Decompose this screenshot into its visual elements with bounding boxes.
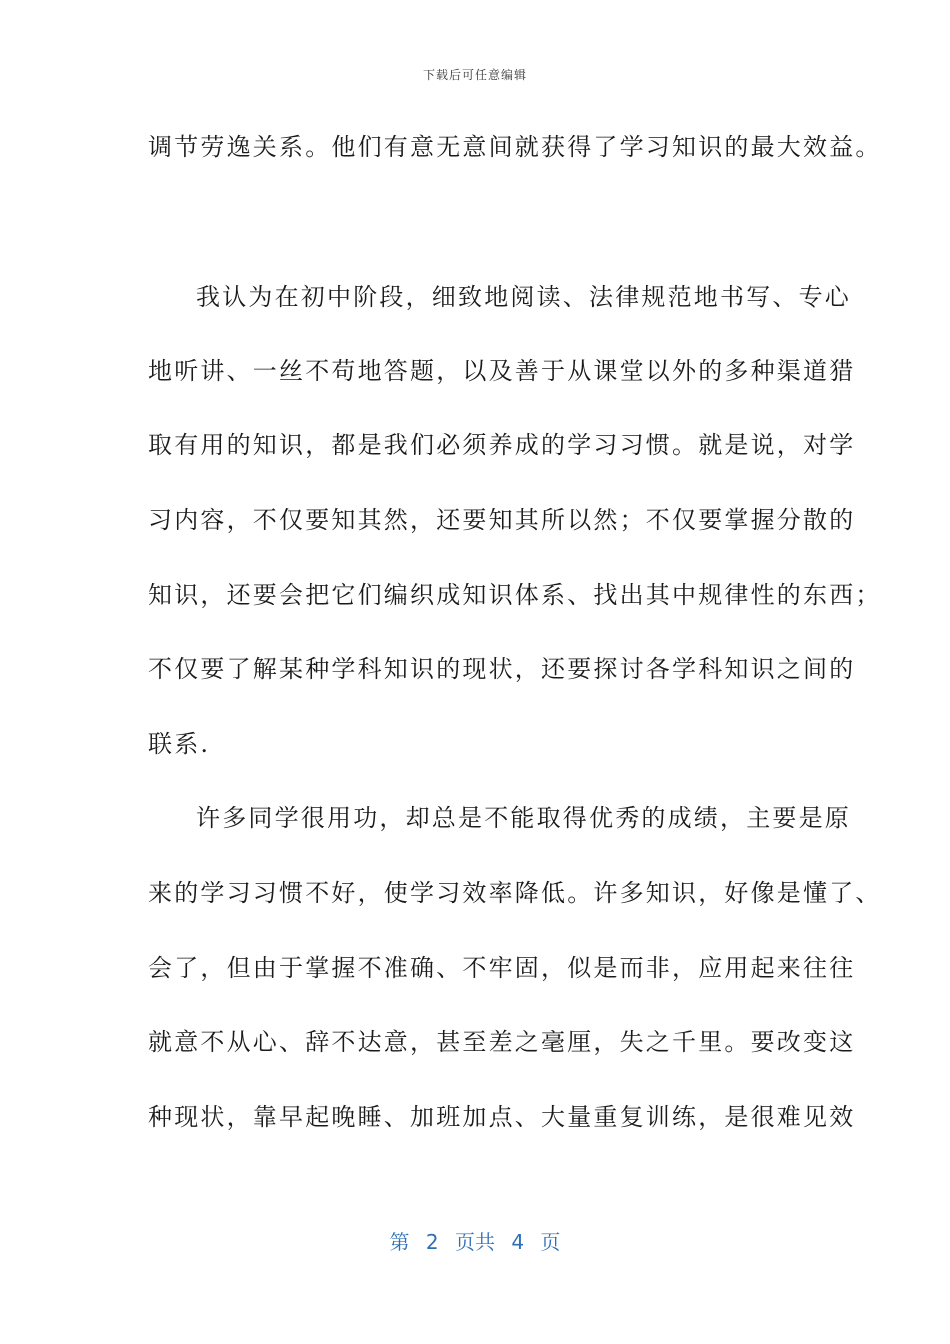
text-line-1: 调节劳逸关系。他们有意无意间就获得了学习知识的最大效益。 <box>148 133 882 161</box>
paragraph-2-line-4: 习内容，不仅要知其然，还要知其所以然；不仅要掌握分散的 <box>148 506 856 534</box>
paragraph-2-line-3: 取有用的知识，都是我们必须养成的学习习惯。就是说，对学 <box>148 431 856 459</box>
paragraph-2-line-2: 地听讲、一丝不苟地答题，以及善于从课堂以外的多种渠道猎 <box>148 357 856 385</box>
paragraph-3-line-5: 种现状，靠早起晚睡、加班加点、大量重复训练，是很难见效 <box>148 1103 856 1131</box>
paragraph-2-line-5: 知识，还要会把它们编织成知识体系、找出其中规律性的东西； <box>148 581 882 609</box>
paragraph-3-line-3: 会了，但由于掌握不准确、不牢固，似是而非，应用起来往往 <box>148 954 856 982</box>
paragraph-2-line-6: 不仅要了解某种学科知识的现状，还要探讨各学科知识之间的 <box>148 655 856 683</box>
paragraph-2-line-7: 联系. <box>148 730 211 758</box>
paragraph-2-line-1: 我认为在初中阶段，细致地阅读、法律规范地书写、专心 <box>196 283 851 311</box>
page-header-note: 下载后可任意编辑 <box>422 68 527 82</box>
paragraph-3-line-4: 就意不从心、辞不达意，甚至差之毫厘，失之千里。要改变这 <box>148 1028 856 1056</box>
paragraph-3-line-1: 许多同学很用功，却总是不能取得优秀的成绩，主要是原 <box>196 804 851 832</box>
page-number-footer: 第 2 页共 4 页 <box>389 1230 561 1254</box>
paragraph-3-line-2: 来的学习习惯不好，使学习效率降低。许多知识，好像是懂了、 <box>148 879 882 907</box>
